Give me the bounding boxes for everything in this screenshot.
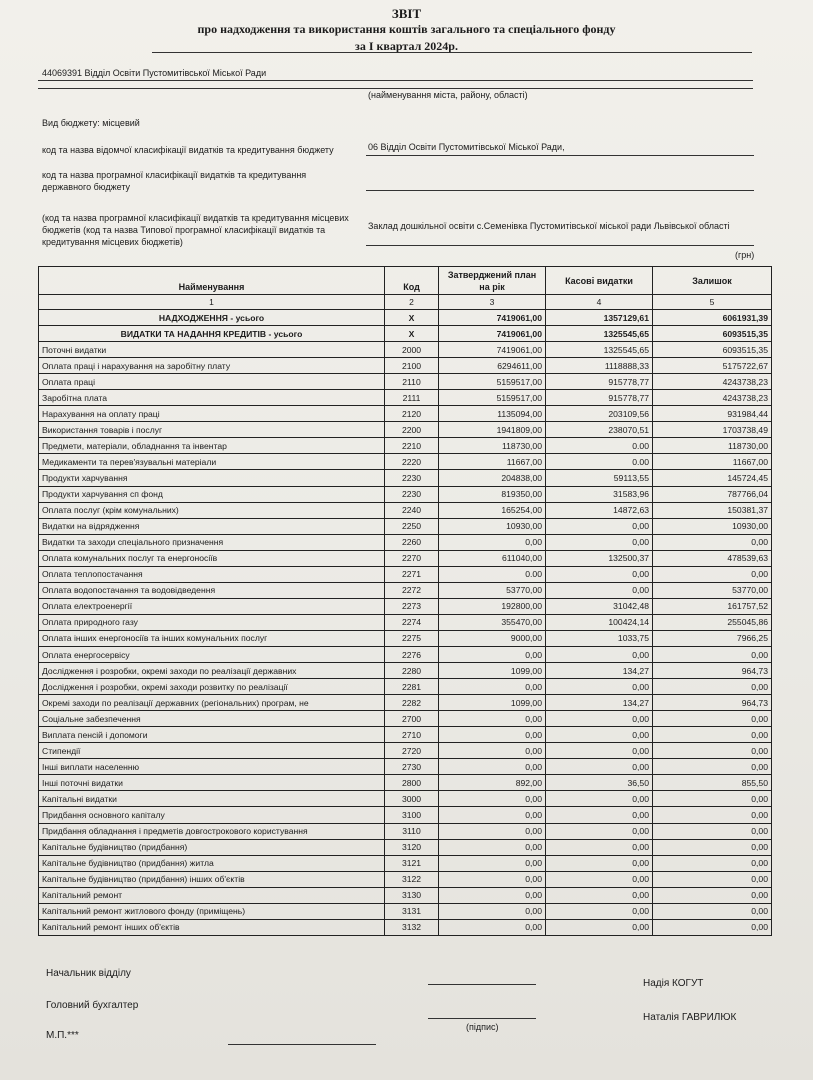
row-code: 2275 — [385, 630, 439, 646]
colnum: 2 — [385, 295, 439, 310]
table-row — [39, 550, 772, 566]
row-plan: 10930,00 — [439, 518, 546, 534]
table-row — [39, 919, 772, 935]
colnum: 4 — [546, 295, 653, 310]
institution-line: 44069391 Відділ Освіти Пустомитівської Міської Ради — [42, 68, 267, 78]
row-rest: 0,00 — [653, 566, 772, 582]
row-rest: 964,73 — [653, 663, 772, 679]
row-rest: 0,00 — [653, 759, 772, 775]
row-code: 2230 — [385, 470, 439, 486]
row-code: 2111 — [385, 390, 439, 406]
row-plan: 7419061,00 — [439, 342, 546, 358]
row-rest: 6093515,35 — [653, 326, 772, 342]
row-plan: 611040,00 — [439, 550, 546, 566]
row-name: Оплата водопостачання та водовідведення — [39, 582, 385, 598]
local-label: (код та назва програмної класифікації видатків та кредитування місцевих бюджетів (код та назва Типової програмної класифікації видатків та кредитування місцевих бюджетів) — [42, 213, 349, 247]
row-spent: 1033,75 — [546, 630, 653, 646]
row-plan: 0.00 — [439, 566, 546, 582]
row-name: Оплата праці і нарахування на заробітну плату — [39, 358, 385, 374]
row-code: 3132 — [385, 919, 439, 935]
row-name: Дослідження і розробки, окремі заходи розвитку по реалізації — [39, 679, 385, 695]
row-spent: 0,00 — [546, 711, 653, 727]
row-rest: 7966,25 — [653, 630, 772, 646]
row-name: Капітальне будівництво (придбання) житла — [39, 855, 385, 871]
row-plan: 0,00 — [439, 855, 546, 871]
row-code: 2280 — [385, 663, 439, 679]
table-row — [39, 759, 772, 775]
row-name: Оплата праці — [39, 374, 385, 390]
row-name: НАДХОДЖЕННЯ - усього — [39, 310, 385, 326]
row-spent: 1357129,61 — [546, 310, 653, 326]
row-rest: 6093515,35 — [653, 342, 772, 358]
row-code: 2274 — [385, 614, 439, 630]
row-spent: 0,00 — [546, 582, 653, 598]
period-underline — [152, 52, 752, 53]
table-row — [39, 374, 772, 390]
table-row — [39, 470, 772, 486]
row-code: 2282 — [385, 695, 439, 711]
row-plan: 0,00 — [439, 807, 546, 823]
row-plan: 0,00 — [439, 711, 546, 727]
row-plan: 1135094,00 — [439, 406, 546, 422]
table-row — [39, 342, 772, 358]
row-plan: 118730,00 — [439, 438, 546, 454]
row-rest: 0,00 — [653, 807, 772, 823]
row-plan: 7419061,00 — [439, 310, 546, 326]
row-name: ВИДАТКИ ТА НАДАННЯ КРЕДИТІВ - усього — [39, 326, 385, 342]
row-plan: 11667,00 — [439, 454, 546, 470]
row-name: Використання товарів і послуг — [39, 422, 385, 438]
table-row — [39, 310, 772, 326]
row-plan: 0,00 — [439, 887, 546, 903]
table-row — [39, 326, 772, 342]
table-row — [39, 871, 772, 887]
row-code: 2281 — [385, 679, 439, 695]
table-row — [39, 727, 772, 743]
row-rest: 931984,44 — [653, 406, 772, 422]
row-name: Дослідження і розробки, окремі заходи по реалізації державних — [39, 663, 385, 679]
sign-caption: (підпис) — [466, 1022, 499, 1032]
row-plan: 0,00 — [439, 727, 546, 743]
row-name: Видатки на відрядження — [39, 518, 385, 534]
row-code: 2700 — [385, 711, 439, 727]
row-rest: 150381,37 — [653, 502, 772, 518]
row-rest: 4243738,23 — [653, 374, 772, 390]
row-spent: 0,00 — [546, 807, 653, 823]
row-code: 2271 — [385, 566, 439, 582]
table-row — [39, 438, 772, 454]
row-spent: 0,00 — [546, 534, 653, 550]
row-rest: 478539,63 — [653, 550, 772, 566]
row-spent: 915778,77 — [546, 374, 653, 390]
row-spent: 0,00 — [546, 791, 653, 807]
table-row — [39, 807, 772, 823]
row-plan: 1941809,00 — [439, 422, 546, 438]
row-code: 2730 — [385, 759, 439, 775]
row-rest: 6061931,39 — [653, 310, 772, 326]
row-name: Оплата енергосервісу — [39, 646, 385, 662]
report-table — [38, 266, 772, 936]
row-spent: 0,00 — [546, 566, 653, 582]
row-code: 2210 — [385, 438, 439, 454]
row-name: Капітальне будівництво (придбання) — [39, 839, 385, 855]
row-code: 2000 — [385, 342, 439, 358]
row-name: Оплата інших енергоносіїв та інших комунальних послуг — [39, 630, 385, 646]
table-row — [39, 486, 772, 502]
row-spent: 0,00 — [546, 823, 653, 839]
row-name: Капітальний ремонт інших об'єктів — [39, 919, 385, 935]
report-period: за І квартал 2024р. — [355, 39, 458, 53]
row-name: Заробітна плата — [39, 390, 385, 406]
row-plan: 204838,00 — [439, 470, 546, 486]
row-name: Продукти харчування — [39, 470, 385, 486]
institution-underline — [38, 80, 753, 81]
row-rest: 53770,00 — [653, 582, 772, 598]
row-spent: 100424,14 — [546, 614, 653, 630]
local-underline — [366, 245, 754, 246]
row-plan: 0,00 — [439, 646, 546, 662]
row-name: Капітальні видатки — [39, 791, 385, 807]
row-plan: 0,00 — [439, 903, 546, 919]
row-name: Придбання обладнання і предметів довгострокового користування — [39, 823, 385, 839]
row-code: 2100 — [385, 358, 439, 374]
table-row — [39, 534, 772, 550]
accountant-sign-line — [428, 1018, 536, 1019]
header-spent: Касові видатки — [546, 267, 653, 295]
row-spent: 0,00 — [546, 679, 653, 695]
row-plan: 0,00 — [439, 791, 546, 807]
row-rest: 0,00 — [653, 823, 772, 839]
table-row — [39, 646, 772, 662]
row-rest: 4243738,23 — [653, 390, 772, 406]
row-rest: 0,00 — [653, 919, 772, 935]
row-rest: 0,00 — [653, 727, 772, 743]
row-code: 2273 — [385, 598, 439, 614]
row-code: 3110 — [385, 823, 439, 839]
row-spent: 14872,63 — [546, 502, 653, 518]
program-underline — [366, 190, 754, 191]
header-code: Код — [385, 267, 439, 295]
table-header-row — [39, 267, 772, 295]
table-row — [39, 614, 772, 630]
local-value: Заклад дошкільної освіти с.Семенівка Пустомитівської міської ради Львівської області — [368, 221, 730, 231]
row-name: Медикаменти та перев'язувальні матеріали — [39, 454, 385, 470]
row-name: Капітальний ремонт — [39, 887, 385, 903]
row-spent: 134,27 — [546, 663, 653, 679]
table-row — [39, 454, 772, 470]
row-name: Виплата пенсій і допомоги — [39, 727, 385, 743]
colnum: 1 — [39, 295, 385, 310]
row-code: 2250 — [385, 518, 439, 534]
row-plan: 892,00 — [439, 775, 546, 791]
row-name: Оплата природного газу — [39, 614, 385, 630]
table-row — [39, 695, 772, 711]
table-row — [39, 791, 772, 807]
stamp-label: М.П.*** — [46, 1030, 79, 1041]
table-row — [39, 598, 772, 614]
row-spent: 0,00 — [546, 743, 653, 759]
row-name: Нарахування на оплату праці — [39, 406, 385, 422]
row-code: 2110 — [385, 374, 439, 390]
header-rest: Залишок — [653, 267, 772, 295]
dept-label: код та назва відомчої класифікації видатків та кредитування бюджету — [42, 145, 334, 155]
dept-underline — [366, 155, 754, 156]
row-spent: 0,00 — [546, 903, 653, 919]
dept-value: 06 Відділ Освіти Пустомитівської Міської Ради, — [368, 142, 565, 152]
row-code: 2220 — [385, 454, 439, 470]
row-spent: 59113,55 — [546, 470, 653, 486]
table-row — [39, 775, 772, 791]
table-row — [39, 566, 772, 582]
row-code: 2120 — [385, 406, 439, 422]
row-code: 3120 — [385, 839, 439, 855]
row-rest: 255045,86 — [653, 614, 772, 630]
row-name: Соціальне забезпечення — [39, 711, 385, 727]
row-spent: 134,27 — [546, 695, 653, 711]
row-code: 2720 — [385, 743, 439, 759]
row-rest: 0,00 — [653, 679, 772, 695]
table-row — [39, 903, 772, 919]
row-name: Предмети, матеріали, обладнання та інвентар — [39, 438, 385, 454]
row-rest: 964,73 — [653, 695, 772, 711]
row-spent: 31583,96 — [546, 486, 653, 502]
row-code: 3000 — [385, 791, 439, 807]
row-code: 2276 — [385, 646, 439, 662]
row-spent: 31042,48 — [546, 598, 653, 614]
row-rest: 0,00 — [653, 871, 772, 887]
report-title: ЗВІТ — [391, 6, 422, 21]
row-rest: 787766,04 — [653, 486, 772, 502]
row-rest: 0,00 — [653, 743, 772, 759]
row-name: Інші виплати населенню — [39, 759, 385, 775]
table-row — [39, 582, 772, 598]
row-plan: 819350,00 — [439, 486, 546, 502]
row-code: 2800 — [385, 775, 439, 791]
row-plan: 1099,00 — [439, 663, 546, 679]
row-name: Поточні видатки — [39, 342, 385, 358]
row-plan: 0,00 — [439, 839, 546, 855]
table-row — [39, 406, 772, 422]
row-code: 3100 — [385, 807, 439, 823]
head-label: Начальник відділу — [46, 968, 131, 979]
row-plan: 0,00 — [439, 823, 546, 839]
row-spent: 203109,56 — [546, 406, 653, 422]
row-spent: 0.00 — [546, 438, 653, 454]
table-row — [39, 823, 772, 839]
row-code: 3130 — [385, 887, 439, 903]
row-rest: 10930,00 — [653, 518, 772, 534]
row-name: Видатки та заходи спеціального призначення — [39, 534, 385, 550]
row-rest: 0,00 — [653, 646, 772, 662]
row-code: 2240 — [385, 502, 439, 518]
institution-underline-2 — [38, 88, 753, 89]
row-name: Окремі заходи по реалізації державних (регіональних) програм, не — [39, 695, 385, 711]
row-spent: 915778,77 — [546, 390, 653, 406]
report-subtitle: про надходження та використання коштів загального та спеціального фонду — [197, 22, 616, 36]
row-rest: 0,00 — [653, 903, 772, 919]
row-code: 2260 — [385, 534, 439, 550]
row-plan: 355470,00 — [439, 614, 546, 630]
row-spent: 0,00 — [546, 727, 653, 743]
row-plan: 5159517,00 — [439, 390, 546, 406]
table-row — [39, 358, 772, 374]
row-spent: 0,00 — [546, 518, 653, 534]
row-plan: 7419061,00 — [439, 326, 546, 342]
row-rest: 855,50 — [653, 775, 772, 791]
row-code: Х — [385, 310, 439, 326]
row-code: 2272 — [385, 582, 439, 598]
header-name: Найменування — [39, 267, 385, 295]
row-plan: 192800,00 — [439, 598, 546, 614]
accountant-name: Наталія ГАВРИЛЮК — [643, 1012, 737, 1023]
row-rest: 0,00 — [653, 711, 772, 727]
program-label: код та назва програмної класифікації видатків та кредитування державного бюджету — [42, 170, 307, 192]
row-rest: 0,00 — [653, 855, 772, 871]
row-spent: 0,00 — [546, 759, 653, 775]
row-plan: 6294611,00 — [439, 358, 546, 374]
row-rest: 118730,00 — [653, 438, 772, 454]
row-code: 2710 — [385, 727, 439, 743]
table-row — [39, 855, 772, 871]
row-plan: 165254,00 — [439, 502, 546, 518]
head-name: Надія КОГУТ — [643, 978, 704, 989]
row-spent: 132500,37 — [546, 550, 653, 566]
row-spent: 0,00 — [546, 839, 653, 855]
stamp-line — [228, 1044, 376, 1045]
row-plan: 5159517,00 — [439, 374, 546, 390]
row-name: Капітальний ремонт житлового фонду (приміщень) — [39, 903, 385, 919]
row-code: 3121 — [385, 855, 439, 871]
colnum: 3 — [439, 295, 546, 310]
table-row — [39, 518, 772, 534]
row-rest: 161757,52 — [653, 598, 772, 614]
row-rest: 5175722,67 — [653, 358, 772, 374]
table-row — [39, 743, 772, 759]
table-row — [39, 679, 772, 695]
row-name: Оплата комунальних послуг та енергоносіїв — [39, 550, 385, 566]
header-plan: Затверджений план на рік — [439, 267, 546, 295]
row-name: Оплата теплопостачання — [39, 566, 385, 582]
row-plan: 9000,00 — [439, 630, 546, 646]
budget-type: Вид бюджету: місцевий — [42, 118, 140, 128]
row-spent: 1118888,33 — [546, 358, 653, 374]
row-spent: 0,00 — [546, 919, 653, 935]
row-rest: 0,00 — [653, 839, 772, 855]
row-name: Оплата електроенергії — [39, 598, 385, 614]
row-name: Продукти харчування сп фонд — [39, 486, 385, 502]
row-plan: 0,00 — [439, 743, 546, 759]
row-spent: 0,00 — [546, 871, 653, 887]
row-name: Інші поточні видатки — [39, 775, 385, 791]
table-row — [39, 502, 772, 518]
row-spent: 1325545,65 — [546, 326, 653, 342]
row-spent: 0.00 — [546, 454, 653, 470]
table-colnum-row — [39, 295, 772, 310]
row-plan: 0,00 — [439, 871, 546, 887]
table-row — [39, 390, 772, 406]
row-plan: 0,00 — [439, 534, 546, 550]
row-rest: 11667,00 — [653, 454, 772, 470]
row-spent: 238070,51 — [546, 422, 653, 438]
row-name: Стипендії — [39, 743, 385, 759]
row-plan: 0,00 — [439, 759, 546, 775]
table-row — [39, 422, 772, 438]
row-name: Придбання основного капіталу — [39, 807, 385, 823]
row-plan: 53770,00 — [439, 582, 546, 598]
table-row — [39, 711, 772, 727]
accountant-label: Головний бухгалтер — [46, 1000, 139, 1011]
row-name: Капітальне будівництво (придбання) інших об'єктів — [39, 871, 385, 887]
row-plan: 0,00 — [439, 679, 546, 695]
row-plan: 1099,00 — [439, 695, 546, 711]
currency-label: (грн) — [735, 250, 755, 260]
row-rest: 0,00 — [653, 791, 772, 807]
row-spent: 0,00 — [546, 887, 653, 903]
row-code: 2200 — [385, 422, 439, 438]
table-row — [39, 630, 772, 646]
row-spent: 0,00 — [546, 855, 653, 871]
colnum: 5 — [653, 295, 772, 310]
table-row — [39, 663, 772, 679]
row-plan: 0,00 — [439, 919, 546, 935]
row-rest: 145724,45 — [653, 470, 772, 486]
row-code: 2270 — [385, 550, 439, 566]
row-code: 3122 — [385, 871, 439, 887]
row-name: Оплата послуг (крім комунальних) — [39, 502, 385, 518]
head-sign-line — [428, 984, 536, 985]
row-rest: 0,00 — [653, 887, 772, 903]
row-code: 2230 — [385, 486, 439, 502]
table-row — [39, 887, 772, 903]
row-code: Х — [385, 326, 439, 342]
row-spent: 36,50 — [546, 775, 653, 791]
row-spent: 1325545,65 — [546, 342, 653, 358]
row-rest: 1703738,49 — [653, 422, 772, 438]
row-spent: 0,00 — [546, 646, 653, 662]
row-rest: 0,00 — [653, 534, 772, 550]
row-code: 3131 — [385, 903, 439, 919]
table-row — [39, 839, 772, 855]
institution-caption: (найменування міста, району, області) — [368, 90, 528, 100]
